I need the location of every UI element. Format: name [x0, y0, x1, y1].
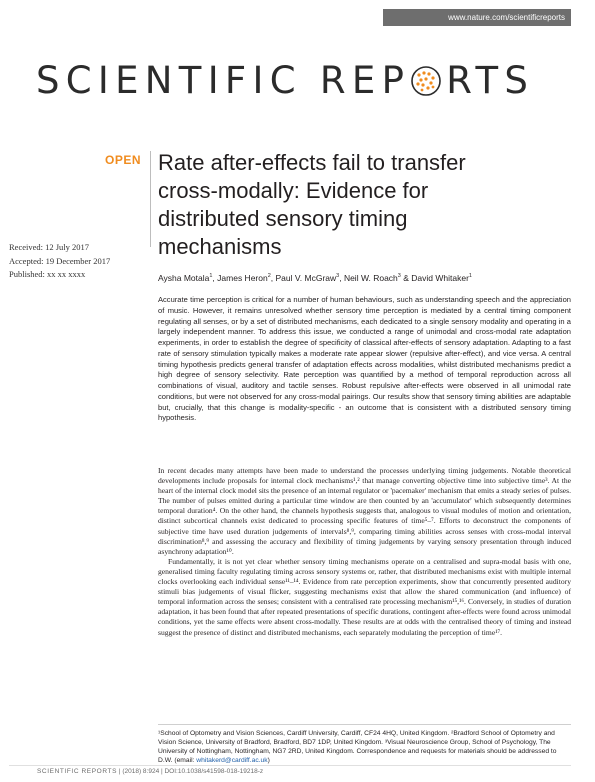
open-access-label: OPEN	[104, 153, 141, 167]
author-affil-sup: 1	[209, 273, 213, 280]
journal-logo	[36, 59, 535, 102]
title-line: Rate after-effects fail to transfer	[158, 150, 466, 175]
author-affil-sup: 3	[397, 273, 401, 280]
footnote-rule	[158, 724, 571, 725]
affiliations-text: ¹School of Optometry and Vision Sciences, Cardiff University, Cardiff, CF24 4HQ, United Kingdom. ²Bradford School of Optometry and Vision Science, University of Bradford, Bradford, BD7 1DP, United Kingdom. ³Visual Neuroscience Group, School of Psychology, The University of Nottingham, Nottingham, NG7 2RD, United Kingdom. Correspondence and requests for materials should be addressed to D.W. (email:	[158, 730, 557, 764]
author-name[interactable]: David Whitaker	[411, 273, 469, 283]
author-affil-sup: 3	[336, 273, 340, 280]
title-line: cross-modally: Evidence for	[158, 178, 429, 203]
footer-citation[interactable]: | (2018) 8:924 | DOI:10.1038/s41598-018-19218-z	[117, 768, 264, 775]
journal-url[interactable]: www.nature.com/scientificreports	[383, 9, 571, 26]
author-name[interactable]: Aysha Motala	[158, 273, 210, 283]
affiliations	[158, 730, 571, 766]
article-title	[158, 149, 568, 261]
footer-rule	[9, 765, 571, 766]
logo-o-icon	[410, 64, 442, 98]
body-text	[158, 466, 571, 638]
logo-text-right: RTS	[446, 59, 535, 102]
article-dates	[9, 241, 110, 282]
body-paragraph: Fundamentally, it is not yet clear whether sensory timing mechanisms operate on a centralised and supra-modal basis with one, generalised timing faculty regulating timing across sensory systems or, rather, that distributed mechanisms exist with multiple internal clocks overlooking each individual sense¹¹–¹⁴. Evidence from rate perception experiments, show that concurrently presented auditory stimuli bias judgements of visual flicker, suggesting mechanisms exist that allow the shared communication (and influence) of temporal information across the senses; consistent with a centralised rate processing mechanism¹⁵,¹⁶. Conversely, in studies of duration adaptation, it has been found that after repeated presentations of specific durations, contingent after-effects were found across unimodal conditions, yet the same effects were absent cross-modally. These results are at odds with the centralised theory of timing and instead suggest the presence of distinct and distributed mechanisms, each separately modulating the perception of time¹⁷.	[158, 556, 571, 637]
abstract: Accurate time perception is critical for a number of human behaviours, such as understanding speech and the appreciation of music. However, it remains unresolved whether sensory time perception is mediated by a central timing component regulating all senses, or by a set of distributed mechanisms, each dedicated to a single sensory modality and operating in a largely independent manner. To address this issue, we conducted a range of unimodal and cross-modal rate adaptation experiments, in order to establish the degree of specificity of classical after-effects of sensory adaptation. Adapting to a fast rate of sensory stimulation typically makes a moderate rate appear slower (repulsive after-effect), and vice versa. A central timing hypothesis predicts general transfer of adaptation effects across modalities, whilst distributed mechanisms predict a high degree of sensory selectivity. Rate perception was quantified by a method of temporal reproduction across all combinations of visual, auditory and tactile senses. Robust repulsive after-effects were observed in all unimodal rate conditions, but were not observed for any cross-modal pairings. Our results show that sensory timing abilities are adaptable but, crucially, that this change is modality-specific - an outcome that is consistent with a distributed sensory timing hypothesis.	[158, 295, 571, 423]
author-affil-sup: 1	[468, 273, 472, 280]
logo-text-left: SCIENTIFIC REP	[36, 59, 411, 102]
running-footer	[37, 768, 263, 775]
author-list: Aysha Motala$^1$, James Heron$^2$, Paul V. McGraw$^3$, Neil W. Roach$^3$ & David Whitaker$^1$	[158, 273, 472, 283]
divider-line	[150, 151, 151, 247]
received-date: Received: 12 July 2017	[9, 242, 90, 252]
accepted-date: Accepted: 19 December 2017	[9, 255, 111, 266]
footer-journal: SCIENTIFIC REPORTS	[37, 768, 118, 775]
affiliations-close: )	[267, 756, 270, 764]
title-line: mechanisms	[158, 234, 282, 259]
author-name[interactable]: James Heron	[217, 273, 268, 283]
author-affil-sup: 2	[267, 273, 271, 280]
correspondence-email[interactable]: whitakerd@cardiff.ac.uk	[196, 756, 268, 764]
title-line: distributed sensory timing	[158, 206, 408, 231]
published-date: Published: xx xx xxxx	[9, 269, 86, 279]
author-name[interactable]: Paul V. McGraw	[275, 273, 337, 283]
author-name[interactable]: Neil W. Roach	[343, 273, 398, 283]
body-paragraph: In recent decades many attempts have been made to understand the processes underlying timing judgements. Notable theoretical developments include proposals for internal clock mechanisms¹,² that manage converting objective time into subjective time³. At the heart of the internal clock model sits the presence of an internal regulator or 'pacemaker' mechanism that emits a steady series of pulses. The number of pulses emitted during a particular time window are then counted by an 'accumulator' which subsequently determines temporal duration⁴. On the other hand, the channels hypothesis suggests that, analogous to visual modules of motion and orientation, distinct subcortical channels exist dedicated to processing specific features of time⁵–⁷. Efforts to deconstruct the components of subjective time have used duration judgements of intervals⁸,⁹, comparing timing abilities across senses with cross-modal interval discrimination⁸,⁹ and assessing the accuracy and flexibility of timing judgements by varying sensory presentation through induced asynchrony adaptation¹⁰.	[158, 466, 571, 556]
